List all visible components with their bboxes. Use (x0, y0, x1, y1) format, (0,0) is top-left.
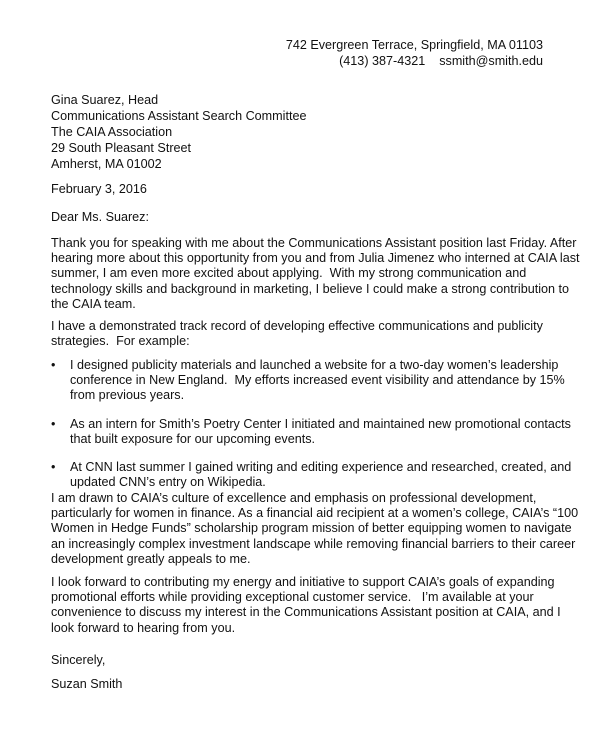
list-item (51, 416, 571, 447)
list-item-line: conference in New England. My efforts increased event visibility and attendance by 15% (70, 373, 565, 388)
sender-address: 742 Evergreen Terrace, Springfield, MA 01103 (285, 38, 543, 52)
signature-name: Suzan Smith (51, 677, 123, 691)
paragraph-culture (51, 491, 579, 567)
list-item-line: As an intern for Smith’s Poetry Center I initiated and maintained new promotional contacts (70, 416, 571, 431)
paragraph-line: look forward to hearing from you. (51, 620, 236, 635)
bullet-icon: • (51, 416, 56, 431)
paragraph-line: hearing more about this opportunity from you and from Julia Jimenez who interned at CAIA last (51, 251, 580, 266)
paragraph-line: particularly for women in finance. As a financial aid recipient at a women’s college, CAIA’s “100 (51, 506, 579, 521)
paragraph-line: I look forward to contributing my energy and initiative to support CAIA’s goals of expanding (51, 575, 555, 589)
list-item (51, 358, 565, 404)
list-item (51, 460, 572, 490)
paragraph-line: development greatly appeals to me. (51, 551, 251, 566)
paragraph-line: I am drawn to CAIA’s culture of excellence and emphasis on professional development, (51, 491, 537, 505)
paragraph-line: convenience to discuss my interest in the Communications Assistant position at CAIA, and I (51, 605, 561, 620)
paragraph-line: technology skills and background in marketing, I believe I could make a strong contribution to (51, 281, 570, 296)
recipient-block (51, 92, 306, 172)
list-item-line: updated CNN’s entry on Wikipedia. (70, 475, 266, 490)
paragraph-line: the CAIA team. (51, 296, 136, 311)
recipient-line: Gina Suarez, Head (51, 93, 159, 107)
list-item-line: At CNN last summer I gained writing and editing experience and researched, created, and (70, 460, 572, 475)
paragraph-line: Thank you for speaking with me about the Communications Assistant position last Friday. After (51, 236, 577, 250)
recipient-line: 29 South Pleasant Street (51, 141, 192, 155)
letter-date: February 3, 2016 (51, 182, 147, 196)
list-item-line: I designed publicity materials and launched a website for a two-day women’s leadership (70, 358, 559, 372)
list-item-line: from previous years. (70, 388, 185, 403)
recipient-line: Amherst, MA 01002 (51, 157, 162, 171)
list-item-line: that built exposure for our upcoming events. (70, 431, 316, 446)
closing: Sincerely, (51, 653, 106, 667)
paragraph-line: summer, I am even more excited about applying. With my strong communication and (51, 266, 527, 281)
bullet-icon: • (51, 358, 56, 372)
paragraph-line: promotional efforts while providing exceptional customer service. I’m available at your (51, 590, 534, 605)
sender-block (286, 38, 543, 69)
paragraph-track-record (51, 319, 551, 349)
sender-contact: (413) 387-4321 ssmith@smith.edu (339, 53, 543, 68)
paragraph-intro (51, 236, 580, 312)
recipient-line: Communications Assistant Search Committee (51, 109, 307, 123)
paragraph-line: Women in Hedge Funds” scholarship program mission of better equipping women to navigate (51, 521, 572, 536)
paragraph-line: I have a demonstrated track record of developing effective communications and publicity (51, 319, 543, 333)
paragraph-line: an increasingly complex investment landscape while removing financial barriers to their career (51, 536, 576, 551)
paragraph-closing (51, 575, 561, 636)
recipient-line: The CAIA Association (51, 125, 173, 139)
salutation: Dear Ms. Suarez: (51, 210, 149, 224)
achievement-list (51, 358, 572, 503)
bullet-icon: • (51, 460, 56, 475)
paragraph-line: strategies. For example: (51, 334, 190, 349)
